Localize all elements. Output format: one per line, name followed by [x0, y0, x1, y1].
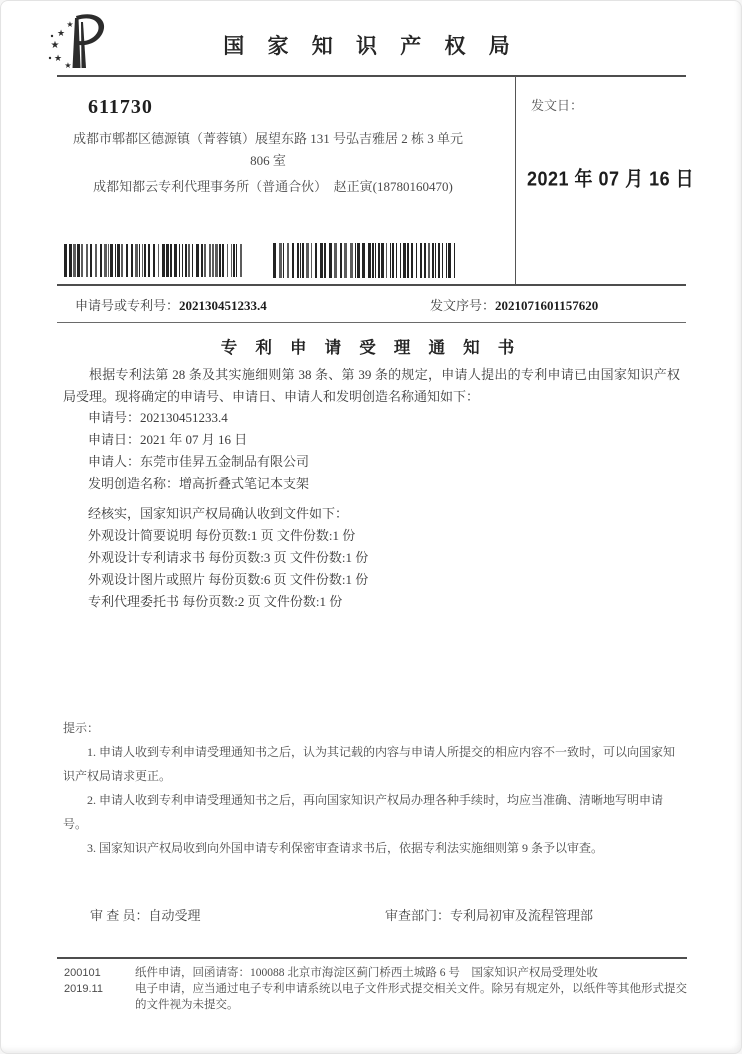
intro-paragraph: 根据专利法第 28 条及其实施细则第 38 条、第 39 条的规定，申请人提出的专利申请已由国家知识产权局受理。现将确定的申请号、申请日、申请人和发明创造名称通知如下：: [63, 367, 680, 404]
numbers-row-divider: [57, 322, 686, 323]
serial-number-row: [430, 295, 598, 314]
received-documents: [88, 503, 368, 613]
field-application-date: 申请日：2021 年 07 月 16 日: [88, 432, 248, 447]
address-line1: 成都市郫都区德源镇（菁蓉镇）展望东路 131 号弘吉雅居 2 栋 3 单元: [72, 131, 463, 146]
recipient-address: [58, 128, 478, 172]
org-title: 国 家 知 识 产 权 局: [223, 34, 519, 58]
footer-code-1: 200101: [64, 967, 101, 979]
svg-text:★: ★: [50, 40, 60, 51]
received-doc-item: 外观设计简要说明 每份页数:1 页 文件份数:1 份: [88, 528, 356, 543]
footer-form-codes: [64, 965, 103, 997]
barcode-left: [64, 244, 244, 277]
issue-date-value: 2021 年 07 月 16 日: [527, 167, 695, 190]
tip-item-3: 3. 国家知识产权局收到向外国申请专利保密审查请求书后，依据专利法实施细则第 9 条予以审查。: [87, 841, 604, 855]
address-line2: 806 室: [250, 153, 286, 168]
serial-number-value: 2021071601157620: [495, 298, 599, 313]
tips-section: [63, 716, 682, 860]
department-row: [385, 905, 593, 924]
field-applicant: 申请人：东莞市佳昇五金制品有限公司: [88, 454, 310, 469]
svg-text:★: ★: [56, 29, 66, 39]
tips-title: 提示：: [63, 721, 100, 735]
header-divider: [57, 75, 686, 77]
received-doc-item: 外观设计专利请求书 每份页数:3 页 文件份数:1 份: [88, 550, 369, 565]
application-fields: [88, 407, 309, 495]
received-intro: 经核实，国家知识产权局确认收到文件如下：: [88, 506, 349, 521]
tip-item-2: 2. 申请人收到专利申请受理通知书之后，再向国家知识产权局办理各种手续时，均应当准确、清晰地写明申请号。: [63, 793, 664, 831]
agency-line: 成都知都云专利代理事务所（普通合伙） 赵正寅(18780160470): [93, 179, 453, 194]
svg-text:★: ★: [53, 54, 63, 64]
department-value: 专利局初审及流程管理部: [450, 908, 594, 923]
examiner-row: [90, 905, 201, 924]
examiner-label: 审 查 员：: [90, 908, 149, 923]
footer-divider: [57, 957, 687, 959]
footer-note-electronic: 电子申请，应当通过电子专利申请系统以电子文件形式提交相关文件。除另有规定外，以纸件等其他形式提交的文件视为未提交。: [135, 983, 687, 1011]
svg-text:★: ★: [66, 20, 74, 29]
footer-code-2: 2019.11: [64, 983, 103, 995]
footer-note-paper: 纸件申请，回函请寄：100088 北京市海淀区蓟门桥西土城路 6 号 国家知识产权局受理处收: [135, 967, 598, 979]
tip-item-1: 1. 申请人收到专利申请受理通知书之后，认为其记载的内容与申请人所提交的相应内容不一致时，可以向国家知识产权局请求更正。: [63, 745, 676, 783]
received-doc-item: 外观设计图片或照片 每份页数:6 页 文件份数:1 份: [88, 572, 369, 587]
date-box-divider: [515, 76, 516, 285]
department-label: 审查部门：: [385, 908, 451, 923]
field-invention-title: 发明创造名称：增高折叠式笔记本支架: [88, 476, 310, 491]
field-application-number: 申请号：202130451233.4: [88, 410, 228, 425]
issue-date-label: 发文日：: [531, 98, 584, 113]
serial-number-label: 发文序号：: [430, 298, 496, 313]
application-number-row: [75, 295, 267, 314]
address-box-bottom-divider: [57, 284, 686, 286]
application-number-value: 202130451233.4: [179, 298, 267, 313]
received-doc-item: 专利代理委托书 每份页数:2 页 文件份数:1 份: [88, 594, 343, 609]
footer-notes: [135, 965, 688, 1013]
barcode-right: [273, 243, 458, 278]
postal-code: 611730: [88, 96, 153, 118]
document-title: 专 利 申 请 受 理 通 知 书: [220, 338, 522, 357]
examiner-value: 自动受理: [148, 908, 201, 923]
application-number-label: 申请号或专利号：: [75, 298, 180, 313]
svg-text:★: ★: [64, 61, 72, 70]
